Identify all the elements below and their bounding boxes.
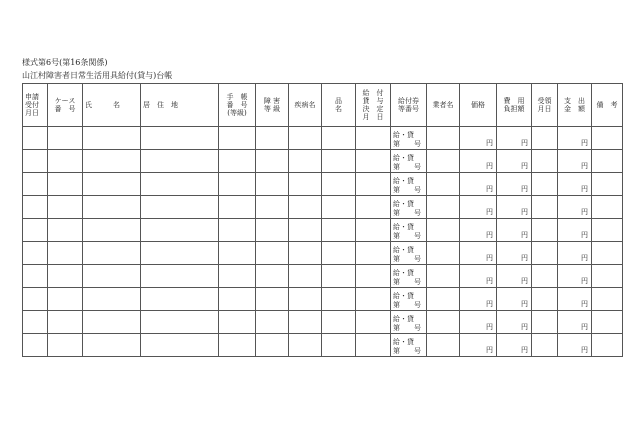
cell-handbook-number [219,265,256,288]
cell-voucher-number [391,288,427,311]
cell-disability-grade [256,173,289,196]
cell-receipt-date [532,265,558,288]
cell-cost-share: 円 [497,265,532,288]
cell-cost-share: 円 [497,150,532,173]
table-row [23,265,623,288]
cell-name [83,242,141,265]
cell-payment-amount: 円 [558,311,592,334]
col-voucher-number: 給付券 等番号 [391,84,427,127]
voucher-number-text: 第 号 [393,140,421,148]
cell-name [83,219,141,242]
cell-address [141,242,219,265]
cell-apply-date [23,173,48,196]
voucher-type-text: 給・貸 [393,269,414,277]
cell-address [141,265,219,288]
cell-disability-grade [256,265,289,288]
cell-cost-share: 円 [497,242,532,265]
table-row [23,173,623,196]
cell-disease-name [289,127,322,150]
cell-voucher-number [391,265,427,288]
cell-remarks [592,196,623,219]
cell-address [141,219,219,242]
cell-name [83,334,141,357]
voucher-number-text: 第 号 [393,232,421,240]
cell-case-number [48,173,83,196]
cell-price: 円 [460,219,497,242]
cell-name [83,311,141,334]
cell-vendor-name [427,173,460,196]
cell-apply-date [23,150,48,173]
cell-vendor-name [427,265,460,288]
cell-receipt-date [532,334,558,357]
cell-handbook-number [219,127,256,150]
cell-vendor-name [427,311,460,334]
cell-address [141,311,219,334]
cell-payment-amount: 円 [558,173,592,196]
cell-price: 円 [460,311,497,334]
table-row [23,334,623,357]
ledger-title: 山江村障害者日常生活用具給付(貸与)台帳 [22,71,173,80]
cell-price: 円 [460,127,497,150]
cell-decision-date [356,288,391,311]
cell-apply-date [23,196,48,219]
cell-handbook-number [219,334,256,357]
cell-address [141,334,219,357]
cell-disease-name [289,288,322,311]
cell-remarks [592,127,623,150]
cell-vendor-name [427,196,460,219]
cell-payment-amount: 円 [558,196,592,219]
voucher-type-text: 給・貸 [393,246,414,254]
voucher-number-text: 第 号 [393,209,421,217]
cell-name [83,150,141,173]
cell-case-number [48,219,83,242]
cell-price: 円 [460,288,497,311]
cell-receipt-date [532,196,558,219]
cell-price: 円 [460,150,497,173]
cell-name [83,127,141,150]
cell-vendor-name [427,242,460,265]
cell-voucher-number [391,334,427,357]
cell-handbook-number [219,288,256,311]
cell-remarks [592,265,623,288]
cell-item-name [322,150,356,173]
cell-cost-share: 円 [497,288,532,311]
cell-disease-name [289,196,322,219]
cell-vendor-name [427,127,460,150]
cell-item-name [322,334,356,357]
cell-disability-grade [256,127,289,150]
cell-address [141,196,219,219]
cell-voucher-number [391,173,427,196]
cell-payment-amount: 円 [558,288,592,311]
cell-receipt-date [532,242,558,265]
cell-disability-grade [256,288,289,311]
cell-cost-share: 円 [497,311,532,334]
cell-remarks [592,242,623,265]
cell-apply-date [23,311,48,334]
cell-decision-date [356,173,391,196]
cell-decision-date [356,334,391,357]
voucher-type-text: 給・貸 [393,223,414,231]
cell-vendor-name [427,150,460,173]
cell-disease-name [289,311,322,334]
table-row [23,311,623,334]
cell-case-number [48,334,83,357]
cell-vendor-name [427,288,460,311]
col-handbook-number: 手 帳 番 号 (等級) [219,84,256,127]
cell-voucher-number [391,150,427,173]
cell-receipt-date [532,219,558,242]
cell-disability-grade [256,219,289,242]
cell-item-name [322,288,356,311]
cell-apply-date [23,334,48,357]
table-row [23,127,623,150]
table-row [23,150,623,173]
cell-name [83,288,141,311]
cell-receipt-date [532,173,558,196]
cell-receipt-date [532,288,558,311]
voucher-number-text: 第 号 [393,163,421,171]
cell-item-name [322,219,356,242]
cell-cost-share: 円 [497,173,532,196]
col-vendor-name: 業者名 [427,84,460,127]
cell-decision-date [356,311,391,334]
voucher-number-text: 第 号 [393,324,421,332]
col-decision-date: 給 付 貸 与 決 定 月 日 [356,84,391,127]
cell-disability-grade [256,334,289,357]
table-row [23,242,623,265]
cell-remarks [592,150,623,173]
voucher-type-text: 給・貸 [393,131,414,139]
cell-payment-amount: 円 [558,242,592,265]
cell-decision-date [356,242,391,265]
cell-case-number [48,196,83,219]
col-payment-amount: 支 出 金 額 [558,84,592,127]
cell-payment-amount: 円 [558,127,592,150]
voucher-type-text: 給・貸 [393,177,414,185]
cell-disease-name [289,334,322,357]
cell-voucher-number [391,196,427,219]
cell-disability-grade [256,196,289,219]
cell-case-number [48,150,83,173]
cell-voucher-number [391,127,427,150]
voucher-type-text: 給・貸 [393,154,414,162]
voucher-type-text: 給・貸 [393,338,414,346]
cell-apply-date [23,265,48,288]
cell-voucher-number [391,311,427,334]
voucher-type-text: 給・貸 [393,292,414,300]
cell-name [83,265,141,288]
cell-cost-share: 円 [497,334,532,357]
cell-disease-name [289,265,322,288]
cell-address [141,127,219,150]
col-name: 氏 名 [83,84,141,127]
cell-payment-amount: 円 [558,219,592,242]
col-apply-date: 申請 受付 月日 [23,84,48,127]
col-cost-share: 費 用 負担額 [497,84,532,127]
cell-remarks [592,311,623,334]
cell-receipt-date [532,311,558,334]
cell-vendor-name [427,219,460,242]
cell-apply-date [23,288,48,311]
table-row [23,196,623,219]
cell-disease-name [289,219,322,242]
cell-cost-share: 円 [497,219,532,242]
cell-payment-amount: 円 [558,150,592,173]
cell-handbook-number [219,242,256,265]
cell-price: 円 [460,334,497,357]
cell-apply-date [23,219,48,242]
voucher-type-text: 給・貸 [393,200,414,208]
cell-remarks [592,288,623,311]
cell-decision-date [356,196,391,219]
cell-price: 円 [460,196,497,219]
table-row [23,219,623,242]
cell-price: 円 [460,242,497,265]
voucher-number-text: 第 号 [393,278,421,286]
cell-item-name [322,173,356,196]
cell-decision-date [356,127,391,150]
col-price: 価格 [460,84,497,127]
cell-handbook-number [219,219,256,242]
col-disability-grade: 障 害 等 級 [256,84,289,127]
voucher-number-text: 第 号 [393,347,421,355]
cell-case-number [48,265,83,288]
cell-item-name [322,265,356,288]
cell-name [83,173,141,196]
cell-cost-share: 円 [497,196,532,219]
cell-item-name [322,311,356,334]
cell-remarks [592,334,623,357]
cell-payment-amount: 円 [558,334,592,357]
cell-case-number [48,242,83,265]
ledger-body [23,127,623,357]
cell-handbook-number [219,173,256,196]
cell-price: 円 [460,173,497,196]
cell-apply-date [23,242,48,265]
cell-remarks [592,173,623,196]
cell-disease-name [289,150,322,173]
col-case-number: ケース 番 号 [48,84,83,127]
cell-disability-grade [256,242,289,265]
cell-item-name [322,242,356,265]
cell-disease-name [289,173,322,196]
cell-apply-date [23,127,48,150]
col-item-name: 品 名 [322,84,356,127]
cell-receipt-date [532,127,558,150]
cell-disability-grade [256,311,289,334]
cell-address [141,150,219,173]
cell-item-name [322,127,356,150]
cell-decision-date [356,219,391,242]
cell-name [83,196,141,219]
form-number-label: 様式第6号(第16条関係) [22,58,108,67]
ledger-table [22,83,623,357]
col-address: 居 住 地 [141,84,219,127]
cell-voucher-number [391,242,427,265]
cell-address [141,173,219,196]
cell-handbook-number [219,196,256,219]
col-receipt-date: 受領 月日 [532,84,558,127]
cell-case-number [48,288,83,311]
cell-item-name [322,196,356,219]
table-row [23,288,623,311]
cell-decision-date [356,150,391,173]
cell-price: 円 [460,265,497,288]
voucher-number-text: 第 号 [393,255,421,263]
cell-handbook-number [219,150,256,173]
cell-address [141,288,219,311]
cell-disease-name [289,242,322,265]
cell-disability-grade [256,150,289,173]
header-row [23,84,623,127]
cell-receipt-date [532,150,558,173]
cell-vendor-name [427,334,460,357]
cell-decision-date [356,265,391,288]
cell-payment-amount: 円 [558,265,592,288]
cell-case-number [48,311,83,334]
col-disease-name: 疾病名 [289,84,322,127]
voucher-type-text: 給・貸 [393,315,414,323]
cell-handbook-number [219,311,256,334]
cell-cost-share: 円 [497,127,532,150]
voucher-number-text: 第 号 [393,301,421,309]
col-remarks: 備 考 [592,84,623,127]
cell-remarks [592,219,623,242]
cell-voucher-number [391,219,427,242]
cell-case-number [48,127,83,150]
voucher-number-text: 第 号 [393,186,421,194]
